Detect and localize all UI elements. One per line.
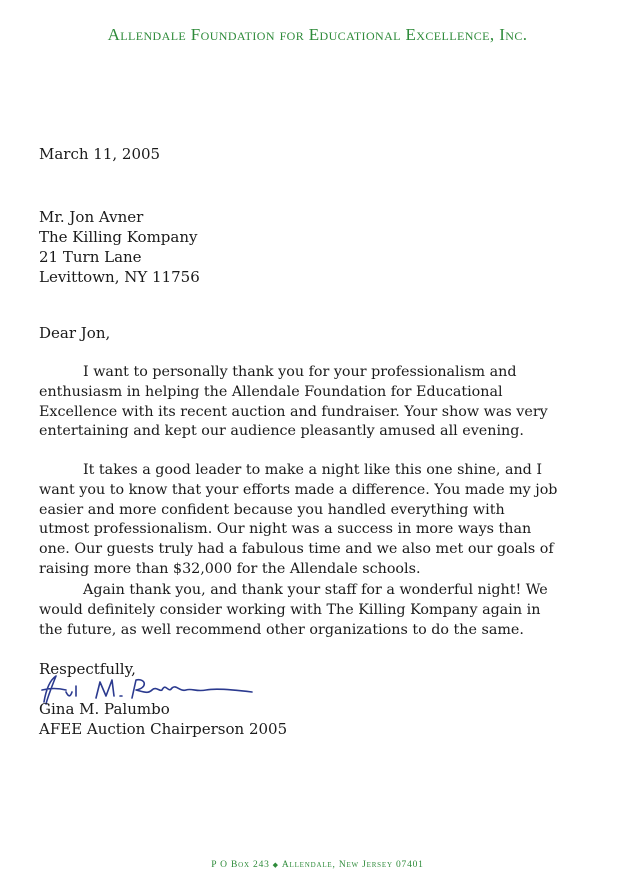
body-paragraph-2: It takes a good leader to make a night like this one shine, and I want you to know that your efforts made a difference. You made my job easier and more confident because you handled everything with utmost professionalism. Our night was a success in more ways than one. Our guests truly had a fabulous time and we also met our goals of raising more than $32,000 for the Allendale schools. <box>39 462 558 577</box>
signer-name: Gina M. Palumbo <box>39 700 170 718</box>
footer-location: Allendale, New Jersey 07401 <box>281 860 424 870</box>
recipient-address <box>39 207 200 287</box>
letter-date: March 11, 2005 <box>39 145 161 163</box>
recipient-name: Mr. Jon Avner <box>39 208 144 226</box>
salutation: Dear Jon, <box>39 324 111 342</box>
footer-diamond-separator: ◆ <box>272 861 279 869</box>
signer-title: AFEE Auction Chairperson 2005 <box>39 720 288 738</box>
recipient-street: 21 Turn Lane <box>39 248 142 266</box>
body-paragraph-3: Again thank you, and thank your staff for a wonderful night! We would definitely consider working with The Killing Kompany again in the future, as well recommend other organizations to do the same. <box>39 582 548 638</box>
letterhead-org-name: Allendale Foundation for Educational Excellence, Inc. <box>107 25 528 44</box>
closing: Respectfully, <box>39 660 136 678</box>
recipient-company: The Killing Kompany <box>39 228 198 246</box>
footer-po-box: P O Box 243 <box>211 860 270 870</box>
body-paragraph-1: I want to personally thank you for your professionalism and enthusiasm in helping the Allendale Foundation for Educational Excellence with its recent auction and fundraiser. Your show was very entertaining and kept our audience pleasantly amused all evening. <box>39 364 548 440</box>
letterhead-footer <box>0 860 635 870</box>
signer-block <box>39 699 287 739</box>
recipient-city: Levittown, NY 11756 <box>39 268 200 286</box>
